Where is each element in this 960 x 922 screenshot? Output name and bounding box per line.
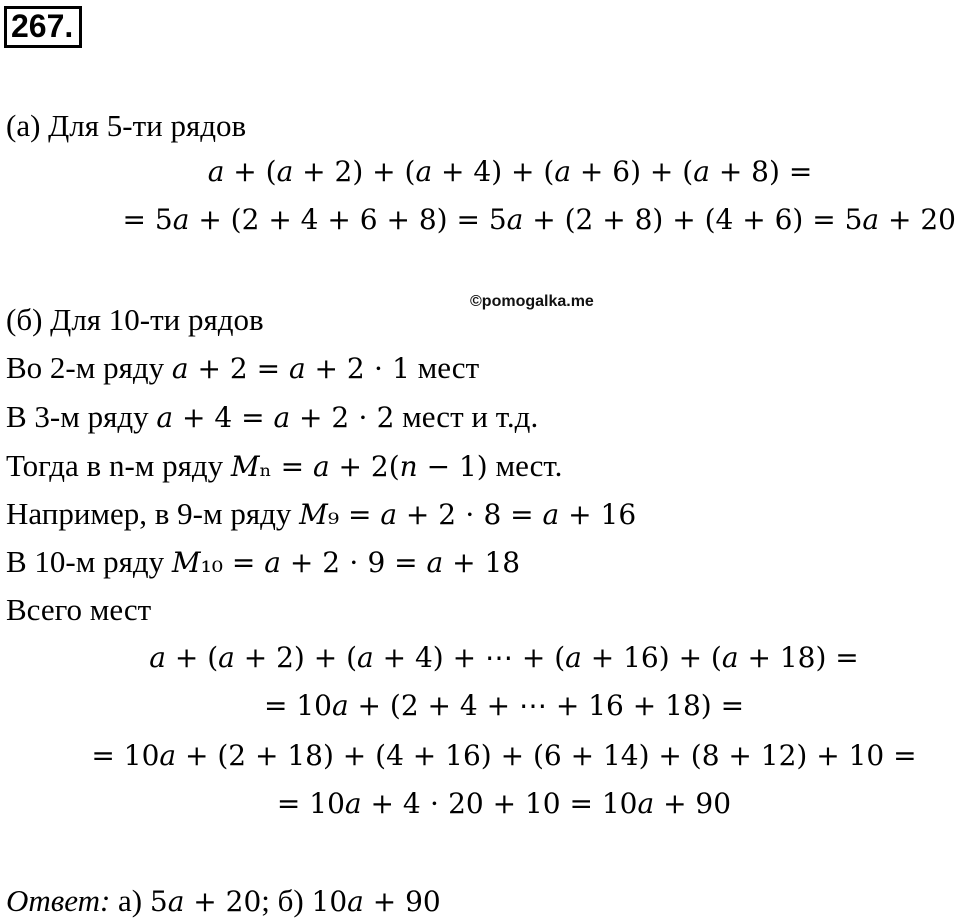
row-10-line <box>6 546 520 577</box>
row-2-line <box>6 352 479 383</box>
row-10-text: В 10-м ряду <box>6 544 172 579</box>
answer-separator: ; б) <box>261 883 312 918</box>
answer-text: а) <box>110 883 150 918</box>
row-9-math: 𝑀₉ = 𝑎 + 2 ⋅ 8 = 𝑎 + 16 <box>299 498 637 531</box>
row-n-tail: мест. <box>487 448 563 483</box>
answer-label: Ответ: <box>6 883 111 918</box>
answer-b-math: 10𝑎 + 90 <box>311 885 441 918</box>
part-a-equation-2: = 5𝑎 + (2 + 4 + 6 + 8) = 5𝑎 + (2 + 8) + (4 + 6) = 5𝑎 + 20 <box>122 203 956 236</box>
problem-number: 267. <box>4 6 82 48</box>
row-3-tail: мест и т.д. <box>394 399 539 434</box>
row-9-line <box>6 498 636 529</box>
row-3-math: 𝑎 + 4 = 𝑎 + 2 ⋅ 2 <box>156 401 395 434</box>
row-n-line <box>6 450 562 481</box>
row-3-line <box>6 401 538 432</box>
row-2-text: Во 2-м ряду <box>6 350 172 385</box>
part-b-equation-4: = 10𝑎 + 4 ⋅ 20 + 10 = 10𝑎 + 90 <box>276 787 732 820</box>
row-2-math: 𝑎 + 2 = 𝑎 + 2 ⋅ 1 <box>171 352 410 385</box>
part-a-equation-1: 𝑎 + (𝑎 + 2) + (𝑎 + 4) + (𝑎 + 6) + (𝑎 + 8) = <box>207 155 813 188</box>
row-10-math: 𝑀₁₀ = 𝑎 + 2 ⋅ 9 = 𝑎 + 18 <box>171 546 521 579</box>
part-b-equation-3: = 10𝑎 + (2 + 18) + (4 + 16) + (6 + 14) + (8 + 12) + 10 = <box>91 739 917 772</box>
row-n-text: Тогда в n-м ряду <box>6 448 231 483</box>
part-b-equation-2: = 10𝑎 + (2 + 4 + ⋯ + 16 + 18) = <box>263 689 745 722</box>
row-3-text: В 3-м ряду <box>6 399 157 434</box>
part-b-heading: (б) Для 10-ти рядов <box>6 302 264 337</box>
watermark: ©pomogalka.me <box>470 293 594 310</box>
row-9-text: Например, в 9-м ряду <box>6 496 300 531</box>
answer-line <box>6 885 441 916</box>
row-2-tail: мест <box>409 350 480 385</box>
part-a-heading: (а) Для 5-ти рядов <box>6 108 247 143</box>
total-label: Всего мест <box>6 592 152 627</box>
row-n-math: 𝑀ₙ = 𝑎 + 2(𝑛 − 1) <box>230 450 488 483</box>
part-b-equation-1: 𝑎 + (𝑎 + 2) + (𝑎 + 4) + ⋯ + (𝑎 + 16) + (𝑎 + 18) = <box>149 641 859 674</box>
answer-a-math: 5𝑎 + 20 <box>149 885 262 918</box>
